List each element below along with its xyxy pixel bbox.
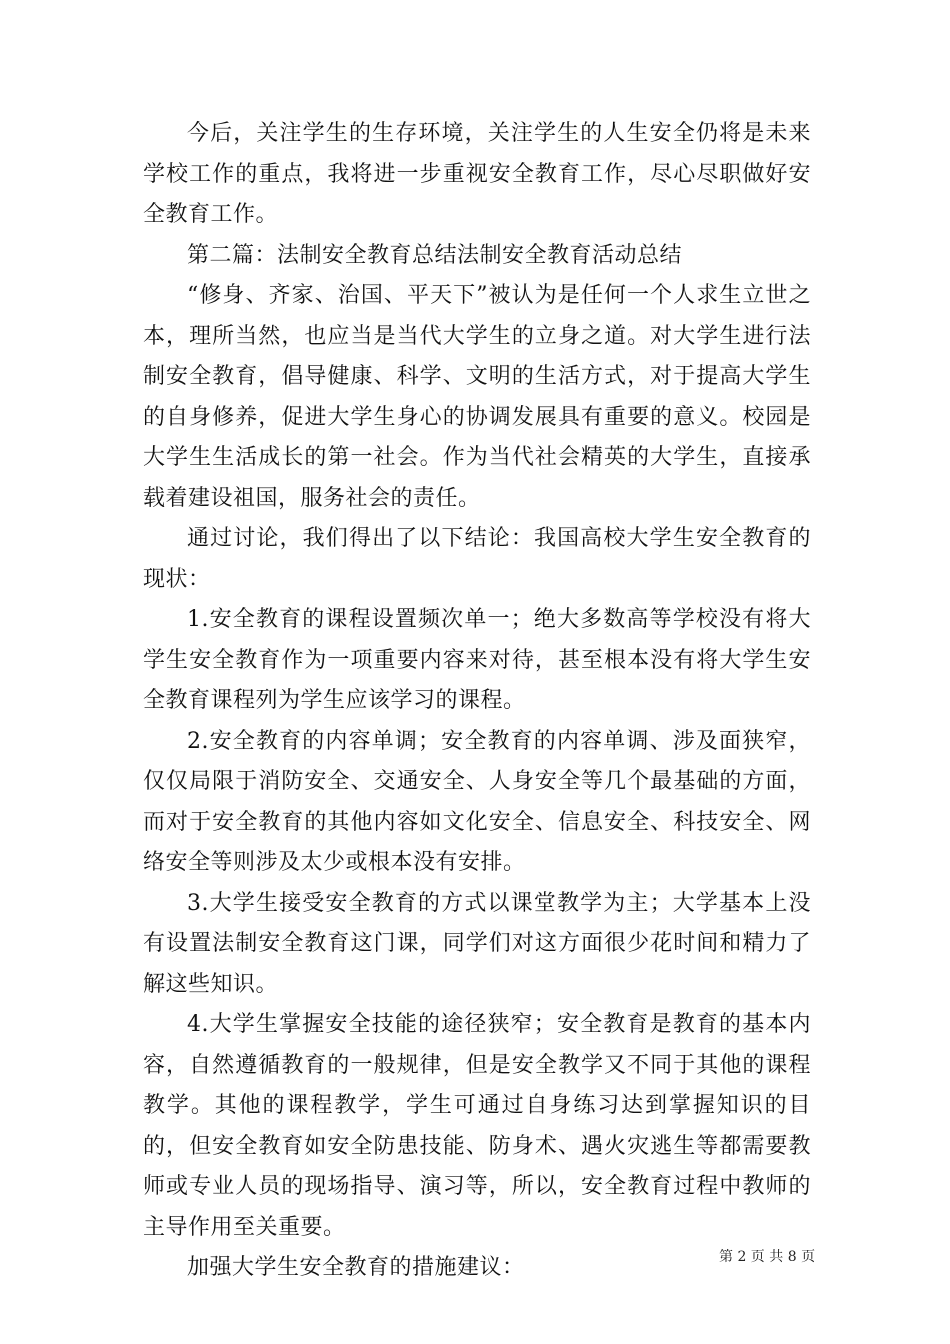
paragraph-intro: “修身、齐家、治国、平天下”被认为是任何一个人求生立世之本，理所当然，也应当是当代大学生的立身之道。对大学生进行法制安全教育，倡导健康、科学、文明的生活方式，对于提高大学生的自身修养，促进大学生身心的协调发展具有重要的意义。校园是大学生生活成长的第一社会。作为当代社会精英的大学生，直接承载着建设祖国，服务社会的责任。 [143, 283, 811, 511]
list-item-1: 1.安全教育的课程设置频次单一；绝大多数高等学校没有将大学生安全教育作为一项重要内容来对待，甚至根本没有将大学生安全教育课程列为学生应该学习的课程。 [143, 607, 811, 713]
document-body [143, 114, 811, 1289]
list-item-2: 2.安全教育的内容单调；安全教育的内容单调、涉及面狭窄，仅仅局限于消防安全、交通安全、人身安全等几个最基础的方面，而对于安全教育的其他内容如文化安全、信息安全、科技安全、网络安全等则涉及太少或根本没有安排。 [143, 728, 811, 875]
list-item-3: 3.大学生接受安全教育的方式以课堂教学为主；大学基本上没有设置法制安全教育这门课，同学们对这方面很少花时间和精力了解这些知识。 [143, 890, 811, 997]
list-item-4: 4.大学生掌握安全技能的途径狭窄；安全教育是教育的基本内容，自然遵循教育的一般规律，但是安全教学又不同于其他的课程教学。其他的课程教学，学生可通过自身练习达到掌握知识的目的，但安全教育如安全防患技能、防身术、遇火灾逃生等都需要教师或专业人员的现场指导、演习等，所以，安全教育过程中教师的主导作用至关重要。 [143, 1012, 811, 1240]
paragraph-conclusion: 今后，关注学生的生存环境，关注学生的人生安全仍将是未来学校工作的重点，我将进一步重视安全教育工作，尽心尽职做好安全教育工作。 [143, 121, 811, 227]
section-heading: 第二篇：法制安全教育总结法制安全教育活动总结 [187, 242, 683, 268]
paragraph-discussion: 通过讨论，我们得出了以下结论：我国高校大学生安全教育的现状： [143, 526, 811, 592]
page-number: 第 2 页 共 8 页 [719, 1249, 816, 1265]
paragraph-measures: 加强大学生安全教育的措施建议： [187, 1255, 525, 1280]
